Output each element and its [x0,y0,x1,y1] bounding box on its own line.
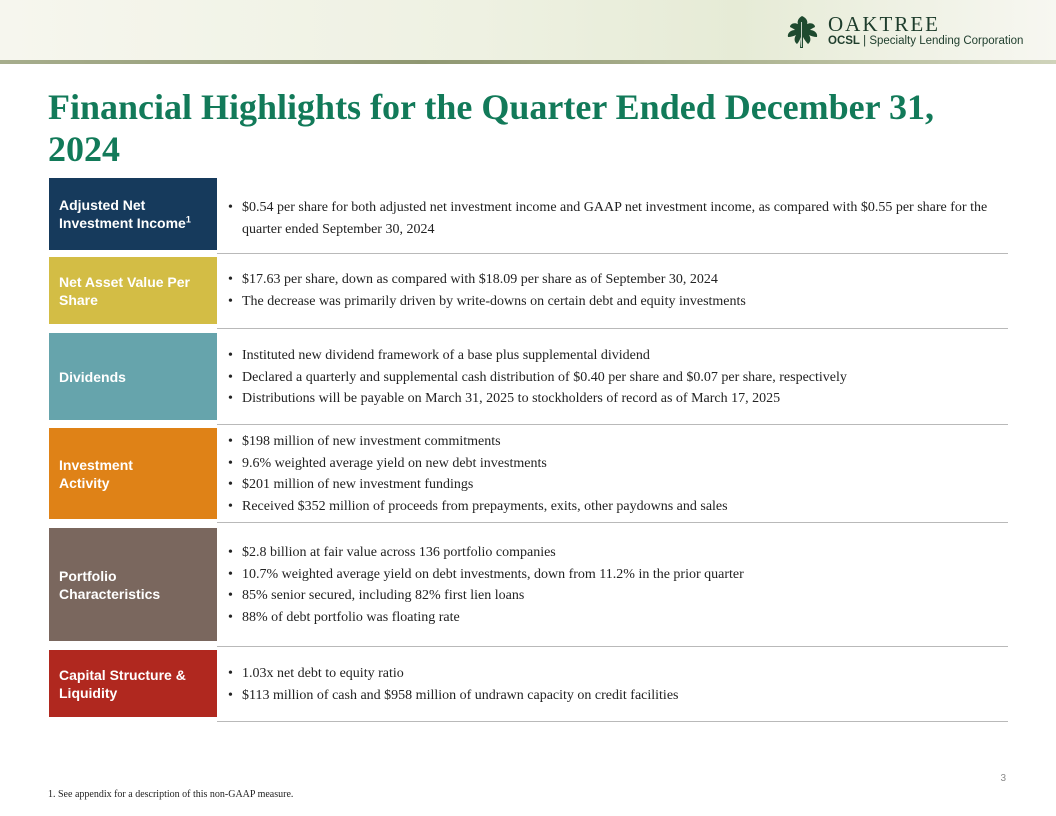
bullet-item: • Distributions will be payable on March 31, 2025 to stockholders of record as of March 17, 2025 [228,388,1008,410]
section-divider [217,721,1008,722]
section-bullets-portfolio-characteristics [228,542,1008,628]
section-divider [217,253,1008,254]
section-divider [217,522,1008,523]
bullet-item: • $17.63 per share, down as compared with $18.09 per share as of September 30, 2024 [228,269,1008,291]
bullet-item: • $0.54 per share for both adjusted net investment income and GAAP net investment income, as compared with $0.55 per share for the quarter ended September 30, 2024 [228,197,1008,240]
bullet-item: • Received $352 million of proceeds from prepayments, exits, other paydowns and sales [228,496,1008,518]
section-bullets-investment-activity [228,431,1008,517]
section-label-text: Capital Structure & Liquidity [59,666,186,701]
logo-ticker: OCSL [828,35,860,47]
section-divider [217,424,1008,425]
section-divider [217,328,1008,329]
page-number: 3 [1000,773,1006,784]
logo-name: OAKTREE [828,12,940,36]
bullet-item: • Instituted new dividend framework of a base plus supplemental dividend [228,345,1008,367]
section-label-text: Net Asset Value Per Share [59,273,190,308]
bullet-item: • $2.8 billion at fair value across 136 portfolio companies [228,542,1008,564]
page-title: Financial Highlights for the Quarter Ended December 31, 2024 [48,87,934,169]
section-label-adjusted-nii [49,178,217,250]
section-bullets-capital-structure [228,663,1008,706]
header-stripe [0,60,1056,64]
section-divider [217,646,1008,647]
bullet-item: • 9.6% weighted average yield on new debt investments [228,453,1008,475]
section-label-capital-structure [49,650,217,717]
section-bullets-adjusted-nii [228,197,1008,240]
oak-leaf-icon [784,14,820,50]
section-label-text: Investment Activity [59,456,133,491]
section-label-text: Dividends [59,368,126,385]
logo-separator: | [859,35,870,47]
section-label-investment-activity [49,428,217,519]
bullet-item: • $198 million of new investment commitments [228,431,1008,453]
oaktree-logo [784,12,1024,52]
logo-subtitle [828,35,1023,47]
section-label-text: Portfolio Characteristics [59,567,161,602]
bullet-item: • 88% of debt portfolio was floating rate [228,607,1008,629]
bullet-item: • The decrease was primarily driven by write-downs on certain debt and equity investments [228,291,1008,313]
section-label-portfolio-characteristics [49,528,217,641]
footnote: 1. See appendix for a description of this non-GAAP measure. [48,789,294,800]
bullet-item: • 1.03x net debt to equity ratio [228,663,1008,685]
section-label-nav-per-share [49,257,217,324]
footnote-marker: 1 [185,214,191,225]
bullet-item: • 10.7% weighted average yield on debt investments, down from 11.2% in the prior quarter [228,564,1008,586]
logo-company: Specialty Lending Corporation [869,35,1024,47]
bullet-item: • Declared a quarterly and supplemental cash distribution of $0.40 per share and $0.07 per share, respectively [228,367,1008,389]
section-bullets-nav-per-share [228,269,1008,312]
bullet-item: • $113 million of cash and $958 million of undrawn capacity on credit facilities [228,685,1008,707]
section-bullets-dividends [228,345,1008,410]
section-label-text: Adjusted Net Investment Income [59,197,186,231]
bullet-item: • 85% senior secured, including 82% first lien loans [228,585,1008,607]
bullet-item: • $201 million of new investment fundings [228,474,1008,496]
section-label-dividends [49,333,217,420]
